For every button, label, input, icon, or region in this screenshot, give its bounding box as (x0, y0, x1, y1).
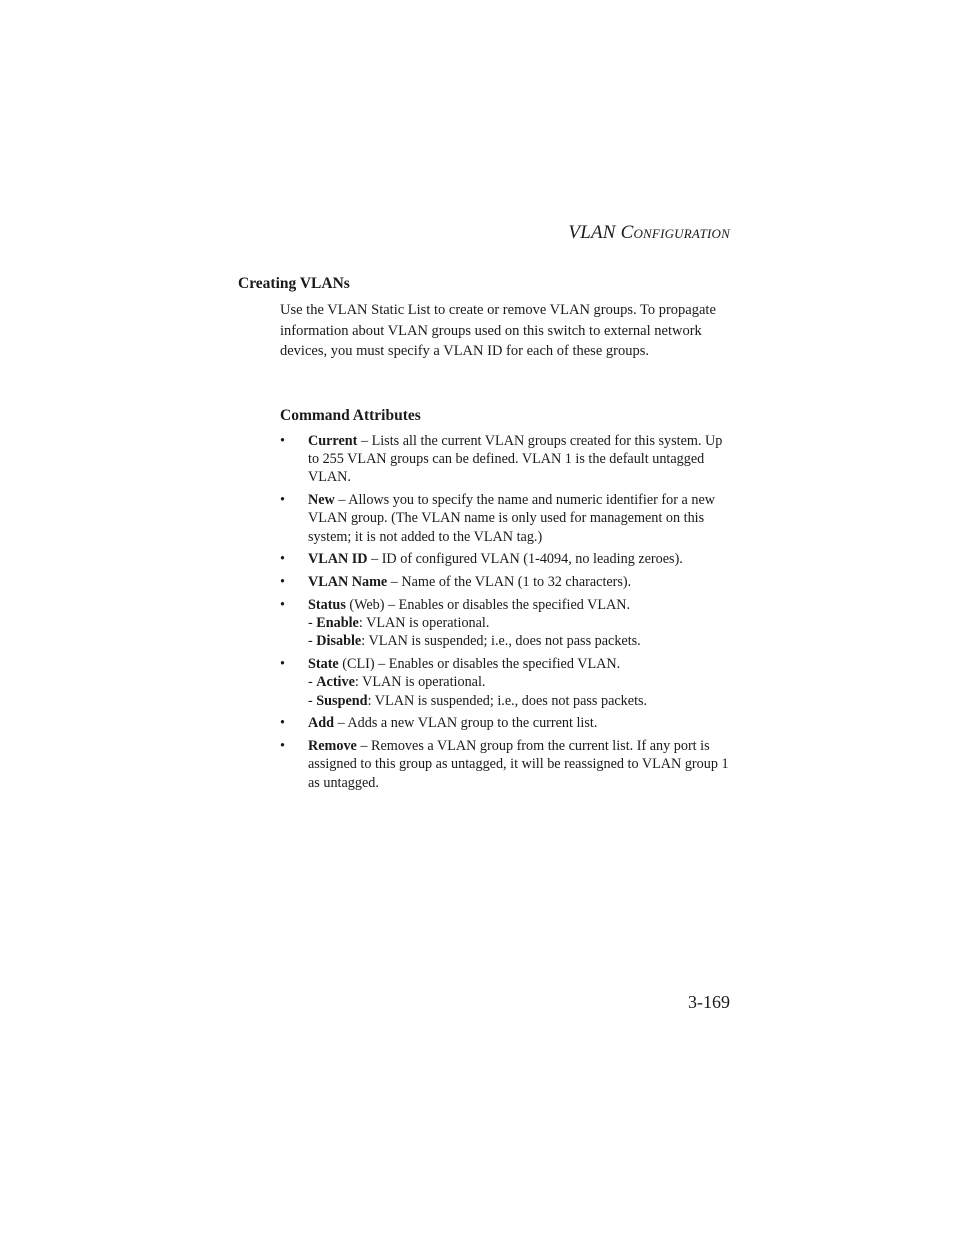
list-item-vlan-id (280, 550, 732, 568)
sub-option-prefix: - (308, 674, 317, 691)
attribute-description: (Web) – Enables or disables the specified VLAN. (345, 597, 631, 613)
sub-option-term: Suspend (316, 692, 368, 709)
command-attributes-title: Command Attributes (280, 407, 421, 424)
list-item-add (280, 714, 732, 732)
attribute-term: Status (308, 597, 346, 613)
sub-option-enable (308, 614, 732, 632)
attribute-description: – Lists all the current VLAN groups created for this system. Up to 255 VLAN groups can be defined. VLAN 1 is the default untagged VLAN. (308, 433, 723, 486)
bullet: • (280, 574, 285, 591)
page-number: 3-169 (688, 992, 730, 1012)
running-header-first: VLAN (568, 222, 621, 243)
attribute-term: Add (308, 715, 335, 732)
list-item-vlan-name (280, 573, 732, 591)
command-attributes-list (280, 432, 732, 796)
section-title: Creating VLANs (238, 275, 350, 292)
sub-option-suspend (308, 692, 732, 710)
attribute-term: Current (308, 433, 358, 449)
bullet: • (280, 492, 285, 509)
list-item-remove (280, 737, 732, 792)
bullet: • (280, 433, 285, 449)
list-item-state (280, 655, 732, 710)
sub-option-prefix: - (308, 615, 317, 632)
attribute-description: – Allows you to specify the name and numeric identifier for a new VLAN group. (The VLAN name is only used for management on this system; it is not added to the VLAN tag.) (308, 492, 715, 545)
sub-option-description: : VLAN is suspended; i.e., does not pass packets. (361, 633, 641, 650)
attribute-description: – Adds a new VLAN group to the current list. (334, 715, 598, 732)
sub-option-description: : VLAN is operational. (358, 615, 490, 632)
attribute-term: State (308, 656, 339, 673)
attribute-description: – ID of configured VLAN (1-4094, no leading zeroes). (367, 551, 683, 568)
sub-option-description: : VLAN is suspended; i.e., does not pass packets. (367, 692, 648, 709)
attribute-term: VLAN Name (308, 574, 388, 591)
list-item-current (280, 432, 732, 487)
bullet: • (280, 597, 285, 613)
attribute-description: (CLI) – Enables or disables the specified VLAN. (338, 656, 621, 673)
sub-option-term: Active (316, 674, 355, 691)
sub-option-description: : VLAN is operational. (354, 674, 486, 691)
attribute-term: Remove (308, 738, 357, 755)
bullet: • (280, 656, 285, 673)
attribute-description: – Name of the VLAN (1 to 32 characters). (387, 574, 632, 591)
running-header (568, 222, 730, 244)
sub-option-term: Disable (316, 633, 362, 650)
attribute-description: – Removes a VLAN group from the current list. If any port is assigned to this group as untagged, it will be reassigned to VLAN group 1 as untagged. (308, 738, 729, 791)
running-header-capital: C (620, 222, 634, 243)
attribute-term: New (308, 492, 335, 509)
sub-option-term: Enable (316, 615, 359, 632)
sub-option-active (308, 673, 732, 691)
list-item-status (280, 596, 732, 651)
bullet: • (280, 551, 285, 568)
running-header-smallcaps: ONFIGURATION (633, 226, 730, 241)
bullet: • (280, 738, 285, 755)
sub-option-disable (308, 632, 732, 650)
intro-paragraph: Use the VLAN Static List to create or remove VLAN groups. To propagate information about VLAN groups used on this switch to external network devices, you must specify a VLAN ID for each of these groups. (280, 302, 716, 359)
sub-option-prefix: - (308, 633, 317, 650)
sub-option-prefix: - (308, 692, 317, 709)
list-item-new (280, 491, 732, 546)
bullet: • (280, 715, 285, 732)
attribute-term: VLAN ID (308, 551, 368, 568)
